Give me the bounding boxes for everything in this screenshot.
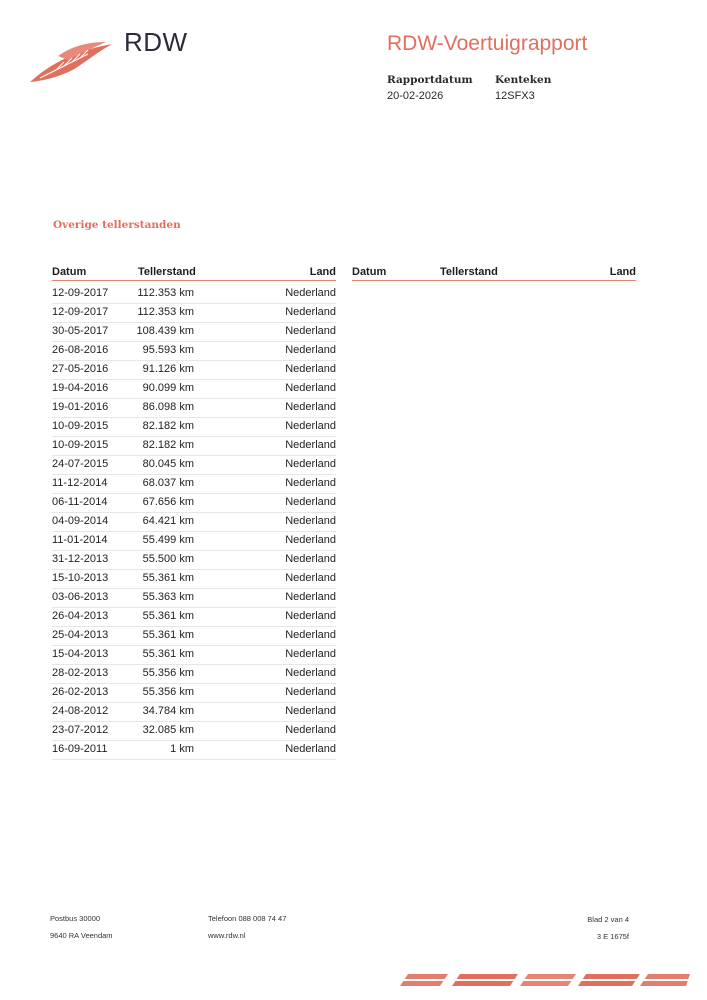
cell-datum: 19-01-2016 (52, 401, 109, 413)
table-row (52, 665, 336, 684)
cell-land: Nederland (285, 629, 336, 641)
column-header-land-2: Land (609, 266, 636, 278)
cell-datum: 04-09-2014 (52, 515, 109, 527)
footer-postbus: Postbus 30000 (50, 914, 101, 923)
footer-telefoon: Telefoon 088 008 74 47 (208, 914, 287, 923)
cell-datum: 24-08-2012 (52, 705, 109, 717)
cell-tellerstand: 82.182 km (142, 420, 194, 432)
cell-datum: 06-11-2014 (52, 496, 108, 508)
cell-land: Nederland (285, 401, 336, 413)
cell-tellerstand: 1 km (170, 743, 194, 755)
cell-datum: 30-05-2017 (52, 325, 109, 337)
table-row (52, 646, 336, 665)
column-header-land: Land (309, 266, 336, 278)
cell-land: Nederland (285, 591, 336, 603)
footer-blad: Blad 2 van 4 (587, 915, 629, 924)
cell-datum: 10-09-2015 (52, 420, 109, 432)
cell-land: Nederland (285, 420, 336, 432)
column-header-tellerstand: Tellerstand (138, 266, 196, 278)
table-row (52, 589, 336, 608)
cell-datum: 31-12-2013 (52, 553, 109, 565)
cell-land: Nederland (285, 572, 336, 584)
cell-tellerstand: 55.499 km (142, 534, 194, 546)
cell-tellerstand: 67.656 km (142, 496, 194, 508)
cell-datum: 19-04-2016 (52, 382, 109, 394)
column-header-tellerstand-2: Tellerstand (440, 266, 498, 278)
section-title: Overige tellerstanden (53, 219, 181, 231)
cell-land: Nederland (285, 648, 336, 660)
cell-datum: 12-09-2017 (52, 306, 109, 318)
table-row (52, 494, 336, 513)
cell-tellerstand: 112.353 km (137, 306, 194, 318)
cell-datum: 12-09-2017 (52, 287, 109, 299)
footer-contact (208, 914, 286, 948)
table-row (52, 456, 336, 475)
odometer-table (52, 285, 336, 760)
rapportdatum-label: Rapportdatum (387, 74, 473, 86)
cell-tellerstand: 55.363 km (142, 591, 194, 603)
table-row (52, 285, 336, 304)
cell-datum: 25-04-2013 (52, 629, 109, 641)
table-row (52, 342, 336, 361)
cell-tellerstand: 55.356 km (142, 686, 194, 698)
cell-datum: 15-04-2013 (52, 648, 109, 660)
table-row (52, 475, 336, 494)
column-header-datum: Datum (52, 266, 87, 278)
table-row (52, 684, 336, 703)
kenteken-value: 12SFX3 (495, 90, 535, 102)
cell-tellerstand: 86.098 km (142, 401, 194, 413)
footer-page-info (587, 915, 629, 949)
cell-land: Nederland (285, 724, 336, 736)
cell-land: Nederland (285, 705, 336, 717)
cell-land: Nederland (285, 496, 336, 508)
cell-datum: 15-10-2013 (52, 572, 109, 584)
table-row (52, 361, 336, 380)
cell-land: Nederland (285, 477, 336, 489)
table-row (52, 513, 336, 532)
cell-land: Nederland (285, 667, 336, 679)
cell-tellerstand: 95.593 km (142, 344, 194, 356)
kenteken-block (495, 74, 551, 102)
footer-stripes-icon (400, 970, 690, 990)
table-row (52, 627, 336, 646)
cell-tellerstand: 91.126 km (142, 363, 194, 375)
table-row (52, 304, 336, 323)
table-row (52, 703, 336, 722)
table-row (52, 532, 336, 551)
cell-tellerstand: 68.037 km (142, 477, 194, 489)
cell-tellerstand: 82.182 km (142, 439, 194, 451)
footer-website: www.rdw.nl (208, 931, 246, 940)
table-row (52, 437, 336, 456)
cell-tellerstand: 90.099 km (142, 382, 194, 394)
cell-datum: 11-12-2014 (52, 477, 108, 489)
cell-tellerstand: 80.045 km (142, 458, 194, 470)
rapportdatum-block (387, 74, 473, 102)
cell-land: Nederland (285, 325, 336, 337)
cell-datum: 26-08-2016 (52, 344, 109, 356)
cell-land: Nederland (285, 458, 336, 470)
column-header-datum-2: Datum (352, 266, 387, 278)
footer-code: 3 E 1675f (596, 932, 629, 941)
kenteken-label: Kenteken (495, 74, 552, 86)
cell-tellerstand: 32.085 km (142, 724, 194, 736)
cell-land: Nederland (285, 610, 336, 622)
cell-land: Nederland (285, 515, 336, 527)
cell-datum: 26-04-2013 (52, 610, 109, 622)
cell-tellerstand: 55.500 km (142, 553, 194, 565)
table-row (52, 418, 336, 437)
cell-land: Nederland (285, 686, 336, 698)
cell-land: Nederland (285, 287, 336, 299)
table-header-left (52, 266, 336, 281)
table-row (52, 551, 336, 570)
footer-address (50, 914, 113, 948)
cell-land: Nederland (285, 534, 336, 546)
cell-land: Nederland (285, 382, 336, 394)
cell-datum: 27-05-2016 (52, 363, 109, 375)
cell-tellerstand: 112.353 km (137, 287, 194, 299)
cell-datum: 10-09-2015 (52, 439, 109, 451)
table-row (52, 380, 336, 399)
cell-datum: 24-07-2015 (52, 458, 109, 470)
table-row (52, 608, 336, 627)
cell-datum: 23-07-2012 (52, 724, 109, 736)
cell-tellerstand: 55.361 km (142, 648, 194, 660)
table-row (52, 741, 336, 760)
cell-tellerstand: 55.361 km (142, 572, 194, 584)
cell-datum: 03-06-2013 (52, 591, 109, 603)
table-header-right (352, 266, 636, 281)
table-row (52, 399, 336, 418)
cell-land: Nederland (285, 743, 336, 755)
report-title: RDW-Voertuigrapport (387, 32, 588, 55)
cell-datum: 16-09-2011 (52, 743, 108, 755)
cell-land: Nederland (285, 363, 336, 375)
cell-land: Nederland (285, 439, 336, 451)
cell-land: Nederland (285, 306, 336, 318)
cell-tellerstand: 55.361 km (142, 610, 194, 622)
logo-text: RDW (124, 27, 188, 57)
cell-datum: 28-02-2013 (52, 667, 109, 679)
cell-tellerstand: 64.421 km (142, 515, 194, 527)
cell-tellerstand: 108.439 km (136, 325, 194, 337)
rdw-feather-logo-icon (28, 38, 114, 84)
cell-land: Nederland (285, 344, 336, 356)
cell-tellerstand: 34.784 km (142, 705, 194, 717)
footer-postcode: 9640 RA Veendam (50, 931, 113, 940)
cell-tellerstand: 55.361 km (142, 629, 194, 641)
cell-datum: 11-01-2014 (52, 534, 108, 546)
rapportdatum-value: 20-02-2026 (387, 90, 444, 102)
table-row (52, 570, 336, 589)
cell-land: Nederland (285, 553, 336, 565)
table-row (52, 722, 336, 741)
cell-datum: 26-02-2013 (52, 686, 109, 698)
cell-tellerstand: 55.356 km (142, 667, 194, 679)
table-row (52, 323, 336, 342)
